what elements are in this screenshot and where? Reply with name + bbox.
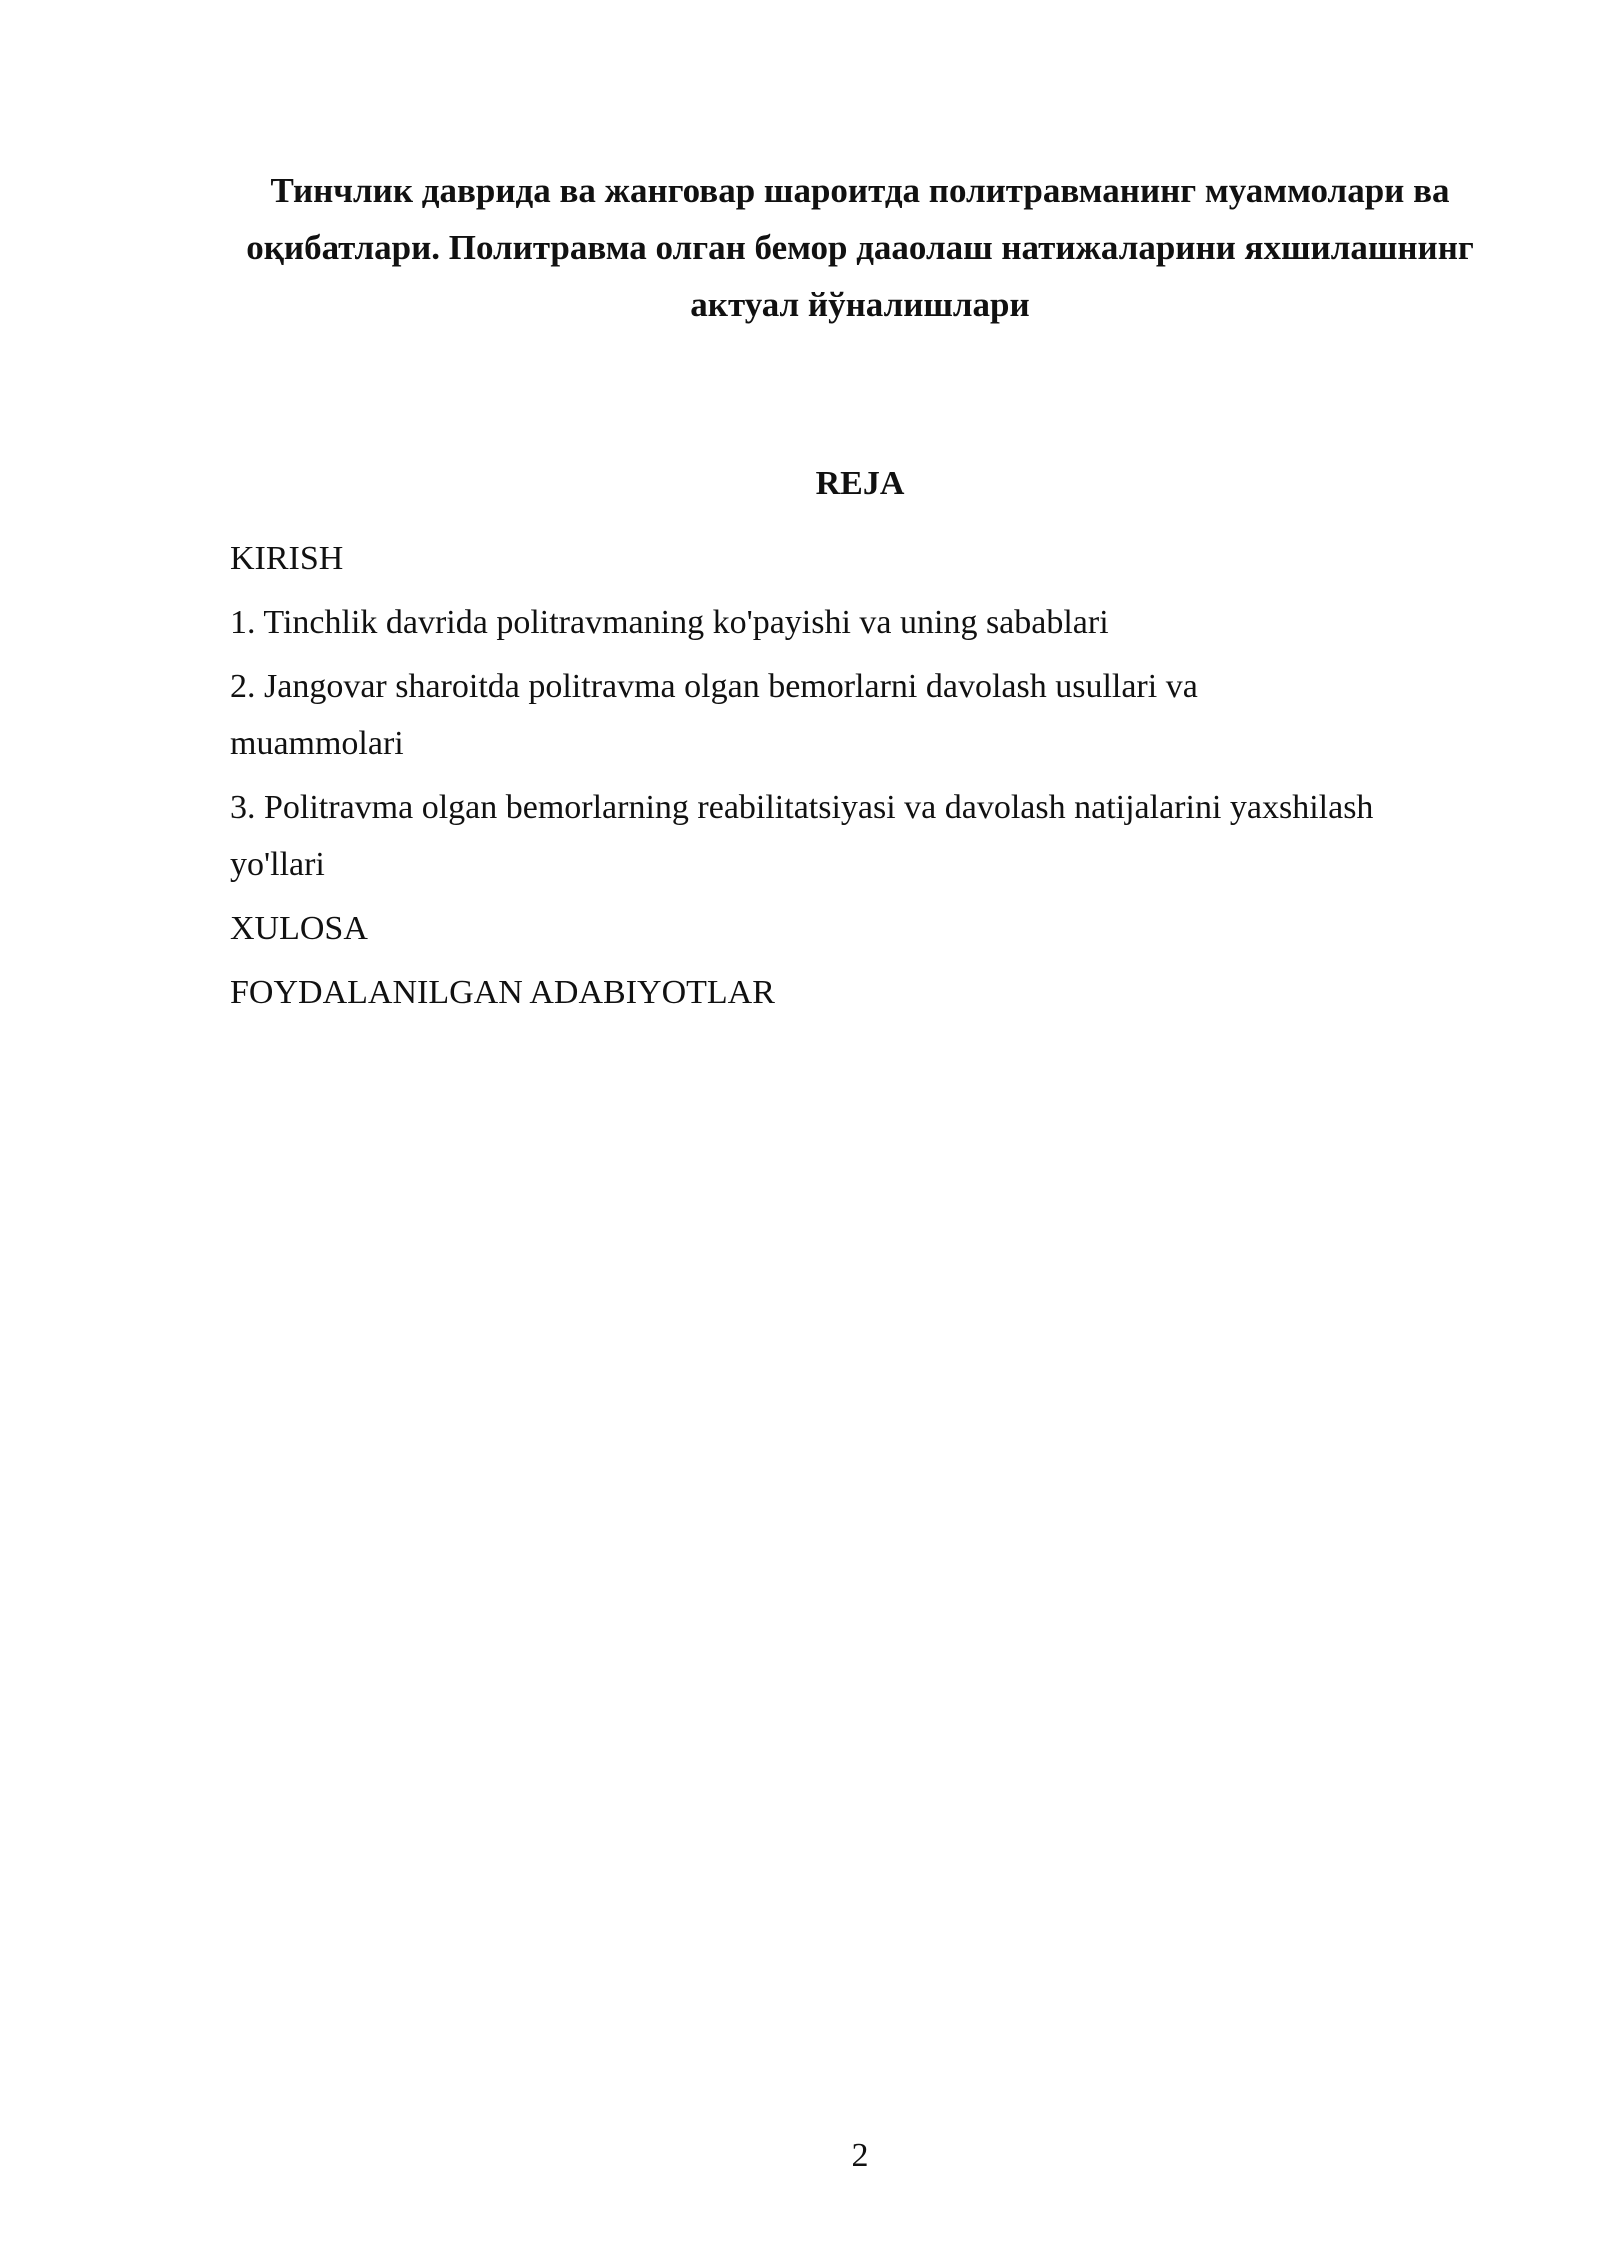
plan-heading: REJA xyxy=(815,465,905,502)
plan-item-conclusion: XULOSA xyxy=(230,910,368,947)
plan-item-3: 3. Politravma olgan bemorlarning reabilitatsiyasi va davolash natijalarini yaxshilash yo'llari xyxy=(230,789,1374,883)
plan-item-1: 1. Tinchlik davrida politravmaning ko'payishi va uning sabablari xyxy=(230,604,1109,641)
plan-item-references: FOYDALANILGAN ADABIYOTLAR xyxy=(230,974,775,1011)
plan-item-introduction: KIRISH xyxy=(230,540,344,577)
page-number: 2 xyxy=(851,2137,869,2174)
plan-list xyxy=(230,530,1380,1028)
document-title: Тинчлик даврида ва жанговар шароитда политравманинг муаммолари ва оқибатлари. Политравма олган бемор дааолаш натижаларини яхшилашнинг актуал йўналишлари xyxy=(246,171,1474,324)
plan-item-2: 2. Jangovar sharoitda politravma olgan bemorlarni davolash usullari va muammolari xyxy=(230,668,1198,762)
